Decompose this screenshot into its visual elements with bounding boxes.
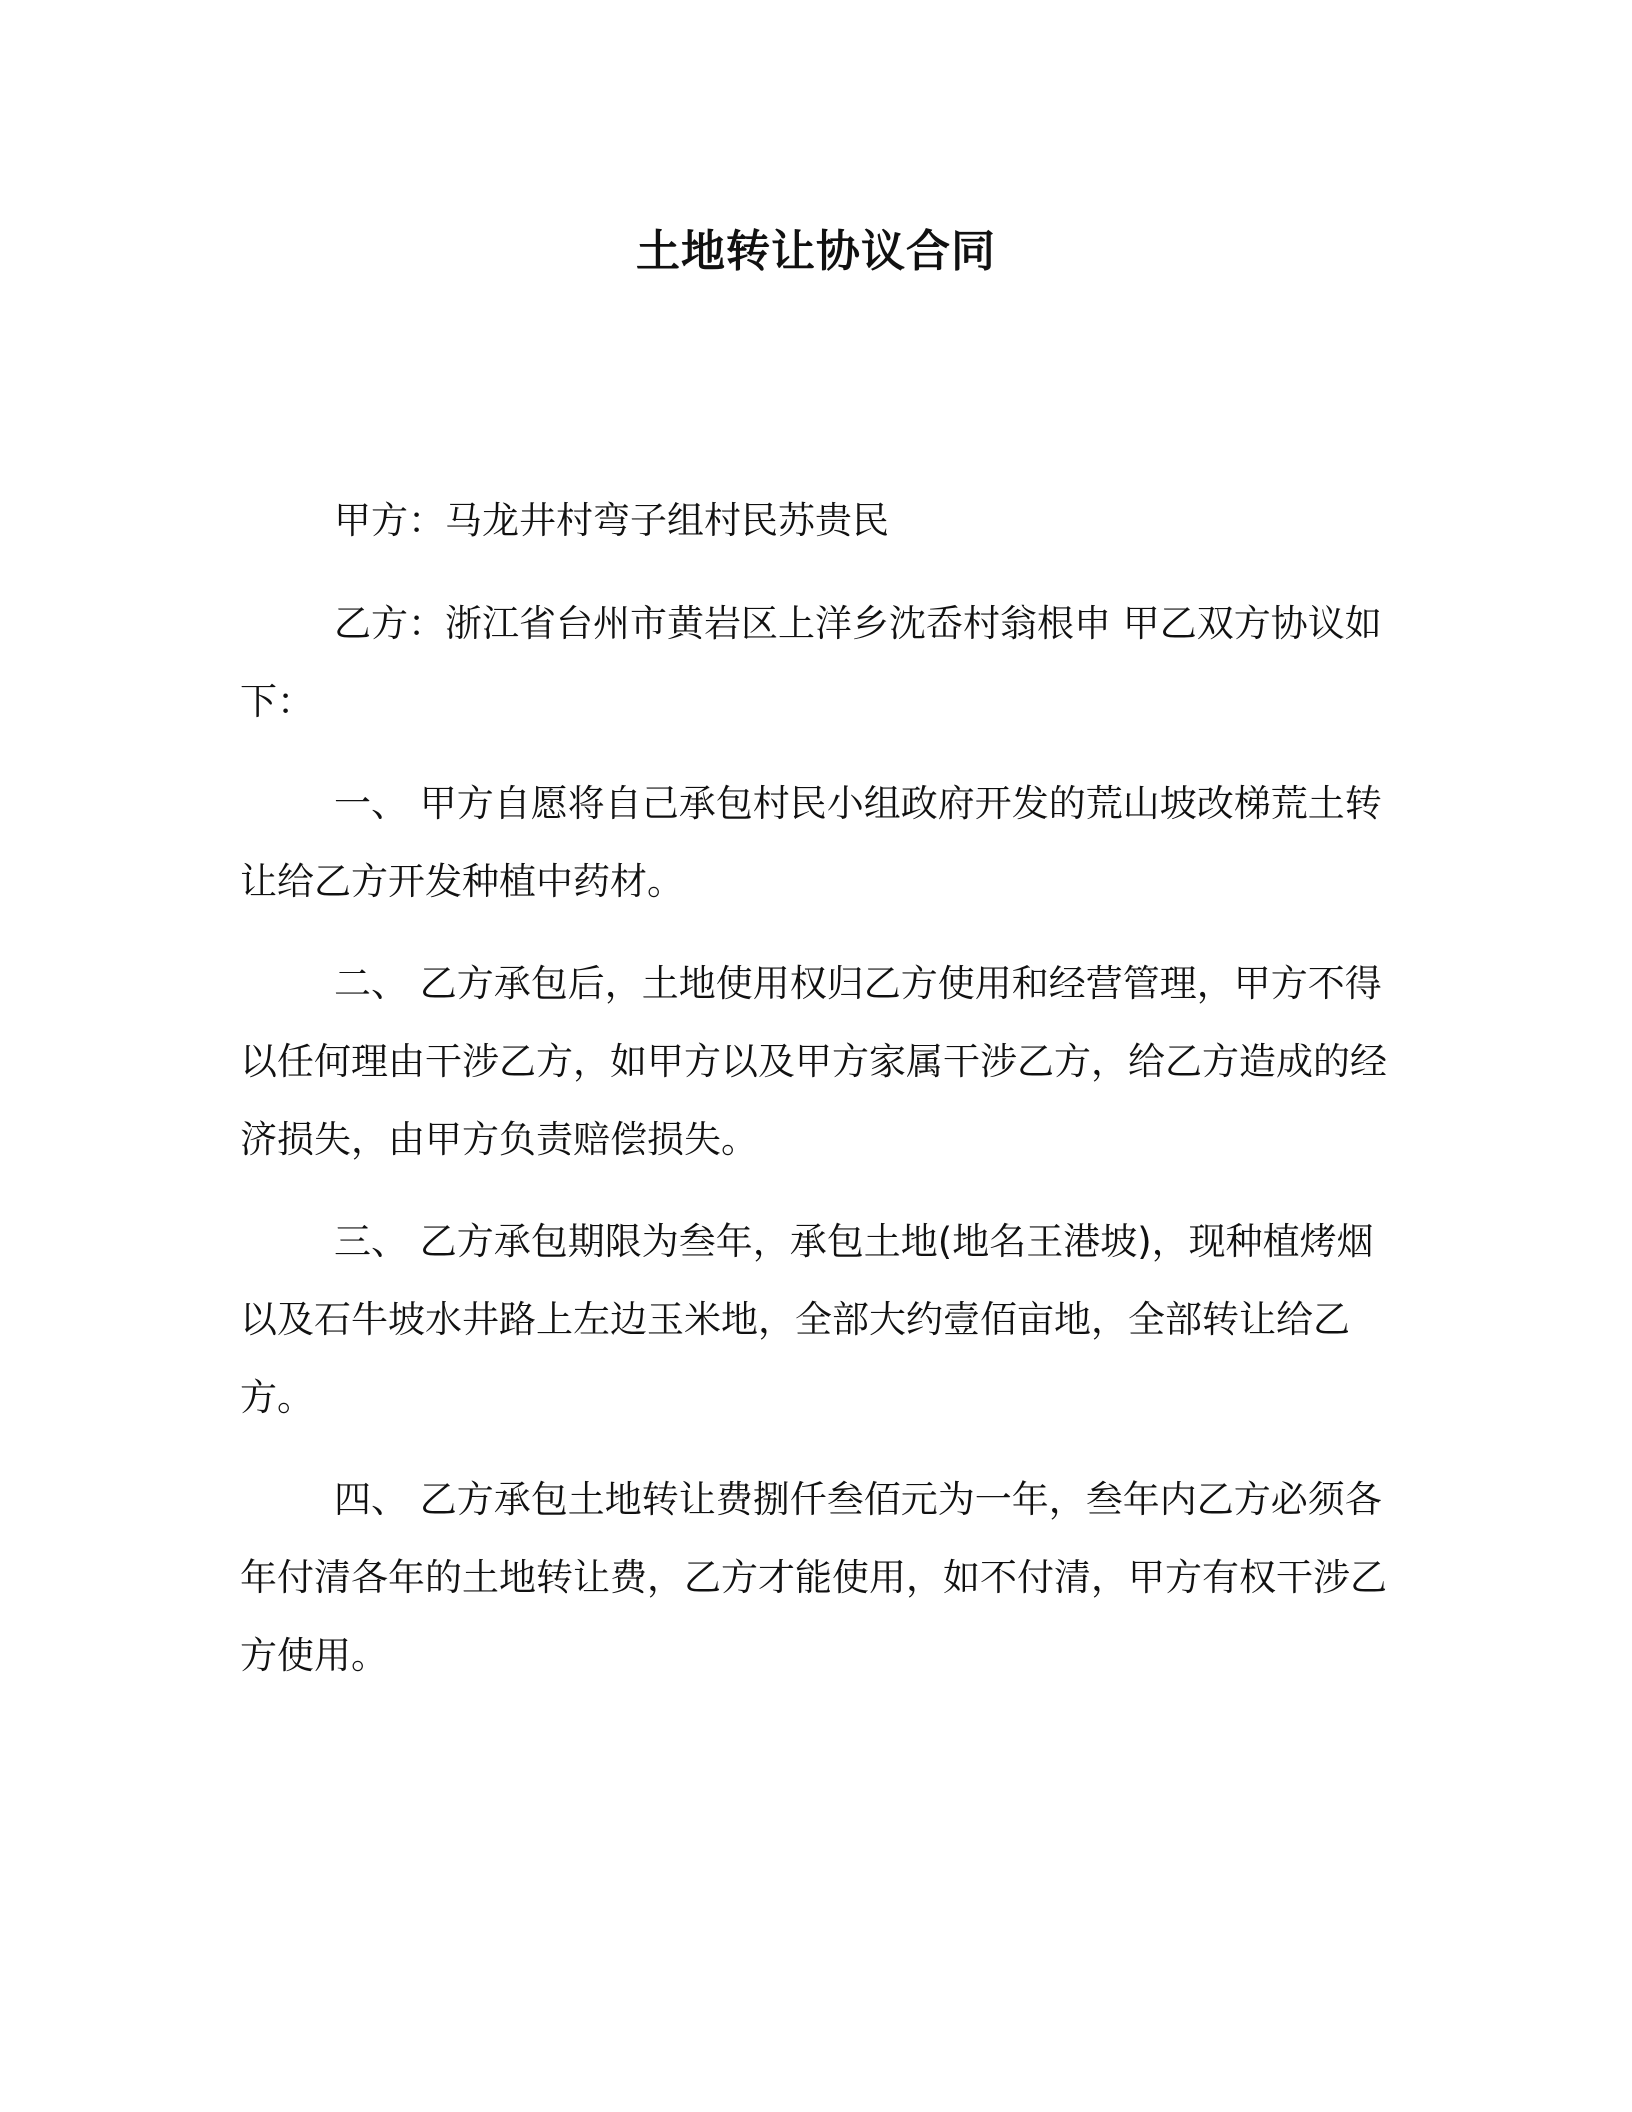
clause-2: 二、 乙方承包后，土地使用权归乙方使用和经营管理，甲方不得以任何理由干涉乙方，如甲方以及甲方家属干涉乙方，给乙方造成的经济损失，由甲方负责赔偿损失。 <box>240 962 1387 1161</box>
clause-3: 三、 乙方承包期限为叁年，承包土地(地名王港坡)，现种植烤烟以及石牛坡水井路上左边玉米地，全部大约壹佰亩地，全部转让给乙方。 <box>240 1220 1374 1419</box>
party-b-line: 乙方：浙江省台州市黄岩区上洋乡沈岙村翁根申 甲乙双方协议如下： <box>240 602 1382 723</box>
document-title: 土地转让协议合同 <box>636 226 996 277</box>
clause-1: 一、 甲方自愿将自己承包村民小组政府开发的荒山坡改梯荒土转让给乙方开发种植中药材。 <box>240 782 1382 903</box>
party-a-line: 甲方：马龙井村弯子组村民苏贵民 <box>334 499 889 542</box>
clause-4: 四、 乙方承包土地转让费捌仟叁佰元为一年，叁年内乙方必须各年付清各年的土地转让费，乙方才能使用，如不付清，甲方有权干涉乙方使用。 <box>240 1478 1387 1677</box>
